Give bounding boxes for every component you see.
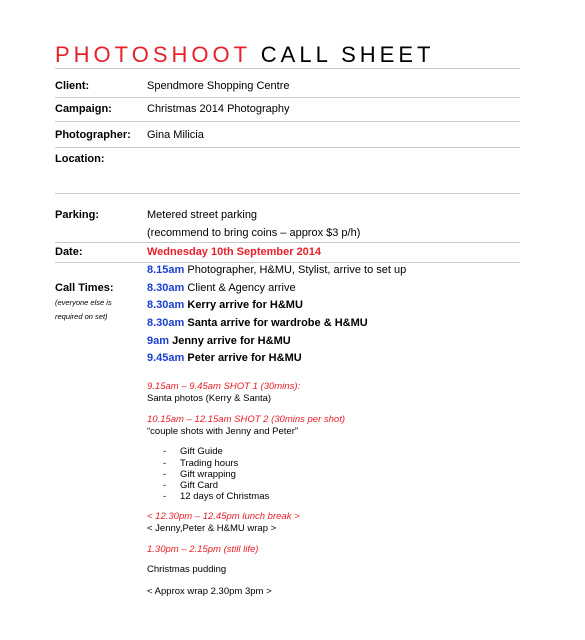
photographer-value: Gina Milicia (147, 129, 204, 141)
call-time-entry (147, 299, 303, 311)
call-time-text: Peter arrive for H&MU (184, 352, 302, 364)
list-item-text: Gift wrapping (180, 469, 236, 480)
title-call-sheet: CALL SHEET (260, 42, 435, 67)
parking-label: Parking: (55, 209, 100, 221)
list-item (163, 480, 218, 491)
still-life-time: 1.30pm – 2.15pm (still life) (147, 544, 259, 555)
list-item-text: Gift Guide (180, 446, 223, 457)
call-time: 9am (147, 335, 170, 347)
call-times-note-1: (everyone else is (55, 298, 112, 307)
call-time: 8.15am (147, 264, 185, 276)
list-item (163, 491, 269, 502)
call-times-label: Call Times: (55, 282, 114, 294)
shot-1-description: Santa photos (Kerry & Santa) (147, 393, 272, 404)
list-item (163, 446, 223, 457)
bullet-dash: - (163, 480, 167, 491)
bullet-dash: - (163, 469, 167, 480)
call-time-text: Photographer, H&MU, Stylist, arrive to set up (184, 264, 407, 276)
date-label: Date: (55, 246, 83, 258)
lunch-break-description: < Jenny,Peter & H&MU wrap > (147, 523, 277, 534)
row-divider (55, 147, 520, 148)
call-time: 8.30am (147, 282, 185, 294)
row-divider (55, 193, 520, 194)
list-item-text: 12 days of Christmas (180, 491, 270, 502)
campaign-value: Christmas 2014 Photography (147, 103, 290, 115)
title-photoshoot: PHOTOSHOOT (55, 42, 251, 67)
bullet-dash: - (163, 491, 167, 502)
list-item-text: Trading hours (180, 458, 239, 469)
still-life-description: Christmas pudding (147, 564, 227, 575)
parking-line-2: (recommend to bring coins – approx $3 p/h) (147, 227, 361, 239)
call-time-entry (147, 352, 302, 364)
row-divider (55, 121, 520, 122)
approx-wrap: < Approx wrap 2.30pm 3pm > (147, 586, 272, 597)
parking-line-1: Metered street parking (147, 209, 258, 221)
bullet-dash: - (163, 446, 167, 457)
call-time: 8.30am (147, 299, 185, 311)
call-time-text: Client & Agency arrive (184, 282, 296, 294)
client-value: Spendmore Shopping Centre (147, 80, 290, 92)
shot-1-time: 9.15am – 9.45am SHOT 1 (30mins): (147, 381, 301, 392)
call-time: 9.45am (147, 352, 185, 364)
shot-2-time: 10.15am – 12.15am SHOT 2 (30mins per shot) (147, 414, 346, 425)
row-divider (55, 262, 520, 263)
location-label: Location: (55, 153, 105, 165)
bullet-dash: - (163, 458, 167, 469)
call-time-text: Jenny arrive for H&MU (169, 335, 291, 347)
photographer-label: Photographer: (55, 129, 131, 141)
call-time-text: Kerry arrive for H&MU (184, 299, 303, 311)
campaign-label: Campaign: (55, 103, 112, 115)
call-time-text: Santa arrive for wardrobe & H&MU (184, 317, 368, 329)
call-time-entry (147, 317, 368, 329)
call-time-entry (147, 282, 296, 294)
list-item (163, 469, 236, 480)
row-divider (55, 97, 520, 98)
lunch-break-time: < 12.30pm – 12.45pm lunch break > (147, 511, 300, 522)
row-divider (55, 242, 520, 243)
client-label: Client: (55, 80, 90, 92)
list-item (163, 458, 238, 469)
call-times-note-2: required on set) (55, 312, 108, 321)
call-time-entry (147, 264, 406, 276)
page-title (55, 42, 434, 68)
call-time-entry (147, 335, 291, 347)
shot-2-description: “couple shots with Jenny and Peter” (147, 426, 299, 437)
date-value: Wednesday 10th September 2014 (147, 246, 322, 258)
list-item-text: Gift Card (180, 480, 219, 491)
call-time: 8.30am (147, 317, 185, 329)
title-divider (55, 68, 520, 69)
